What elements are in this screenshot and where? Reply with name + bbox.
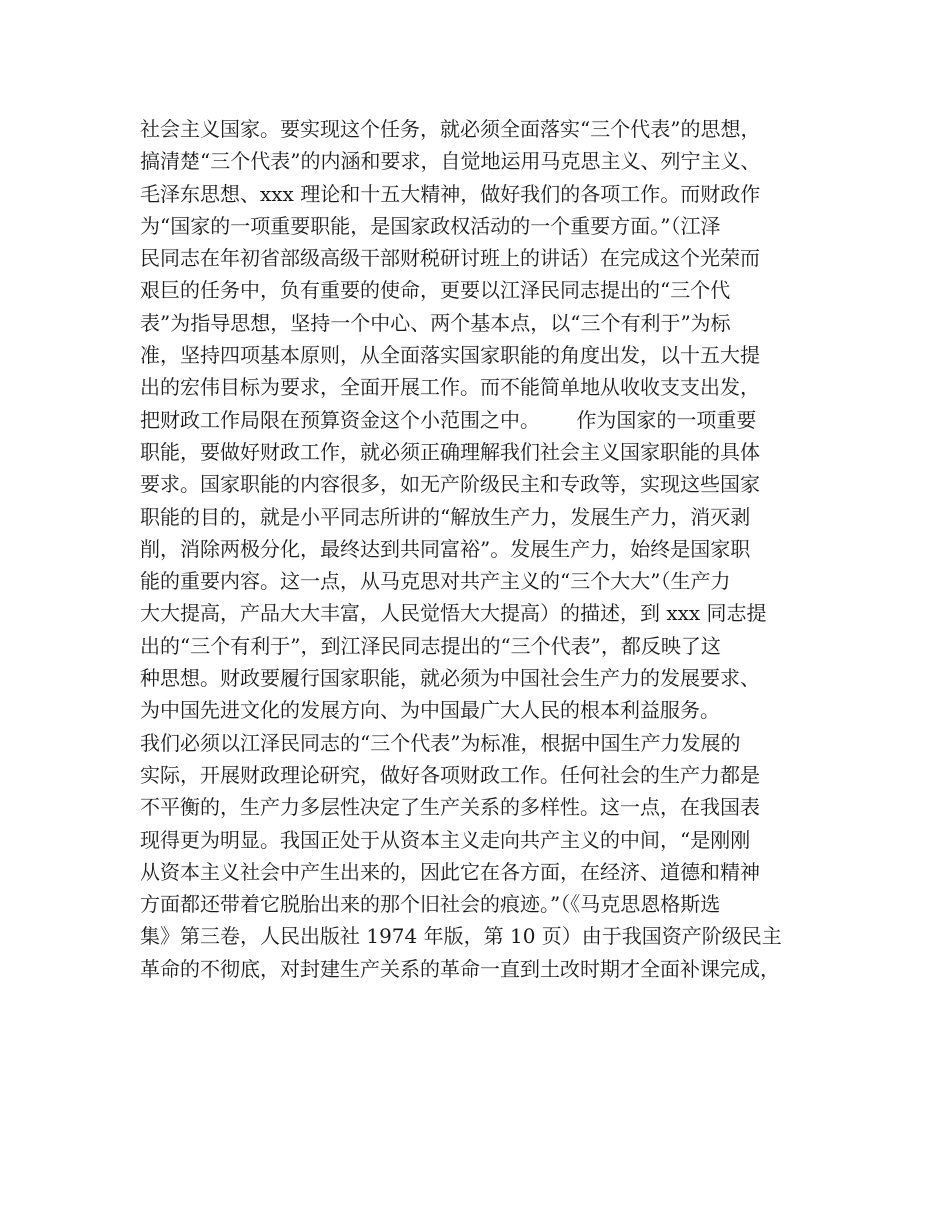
text-line: 方面都还带着它脱胎出来的那个旧社会的痕迹。”（《马克思恩格斯选 (140, 892, 721, 917)
text-line: 职能的目的，就是小平同志所讲的“解放生产力，发展生产力，消灭剥 (140, 504, 751, 529)
text-line: 搞清楚“三个代表”的内涵和要求，自觉地运用马克思主义、列宁主义、 (140, 149, 761, 174)
text-line: 为中国先进文化的发展方向、为中国最广大人民的根本利益服务。 (140, 698, 720, 723)
text-line: 把财政工作局限在预算资金这个小范围之中。 作为国家的一项重要 (140, 407, 757, 432)
text-line: 社会主义国家。要实现这个任务，就必须全面落实“三个代表”的思想， (140, 117, 761, 141)
text-line: 不平衡的，生产力多层性决定了生产关系的多样性。这一点，在我国表 (140, 795, 760, 820)
text-line: 种思想。财政要履行国家职能，就必须为中国社会生产力的发展要求、 (140, 666, 760, 691)
text-line: 大大提高，产品大大丰富，人民觉悟大大提高）的描述，到 xxx 同志提 (140, 601, 767, 626)
text-line: 削，消除两极分化，最终达到共同富裕”。发展生产力，始终是国家职 (140, 536, 751, 561)
text-line: 从资本主义社会中产生出来的，因此它在各方面，在经济、道德和精神 (140, 859, 760, 884)
text-line: 出的“三个有利于”，到江泽民同志提出的“三个代表”，都反映了这 (140, 633, 721, 658)
text-line: 能的重要内容。这一点，从马克思对共产主义的“三个大大”（生产力 (140, 569, 731, 594)
text-line: 我们必须以江泽民同志的“三个代表”为标准，根据中国生产力发展的 (140, 730, 741, 755)
text-line: 要求。国家职能的内容很多，如无产阶级民主和专政等，实现这些国家 (140, 472, 760, 497)
body-text (140, 113, 830, 985)
text-line: 民同志在年初省部级高级干部财税研讨班上的讲话）在完成这个光荣而 (140, 246, 760, 271)
text-line: 毛泽东思想、xxx 理论和十五大精神，做好我们的各项工作。而财政作 (140, 181, 761, 206)
text-line: 革命的不彻底，对封建生产关系的革命一直到土改时期才全面补课完成， (140, 956, 780, 981)
text-line: 艰巨的任务中，负有重要的使命，更要以江泽民同志提出的“三个代 (140, 278, 731, 303)
text-line: 现得更为明显。我国正处于从资本主义走向共产主义的中间，“是刚刚 (140, 827, 751, 852)
text-line: 职能，要做好财政工作，就必须正确理解我们社会主义国家职能的具体 (140, 439, 760, 464)
text-line: 为“国家的一项重要职能，是国家政权活动的一个重要方面。”（江泽 (140, 213, 721, 238)
text-line: 出的宏伟目标为要求，全面开展工作。而不能简单地从收收支支出发， (140, 375, 760, 400)
text-line: 表”为指导思想，坚持一个中心、两个基本点，以“三个有利于”为标 (140, 310, 731, 335)
text-line: 准，坚持四项基本原则，从全面落实国家职能的角度出发，以十五大提 (140, 343, 760, 368)
text-line: 集》第三卷，人民出版社 1974 年版，第 10 页）由于我国资产阶级民主 (140, 924, 782, 949)
text-line: 实际，开展财政理论研究，做好各项财政工作。任何社会的生产力都是 (140, 762, 760, 787)
